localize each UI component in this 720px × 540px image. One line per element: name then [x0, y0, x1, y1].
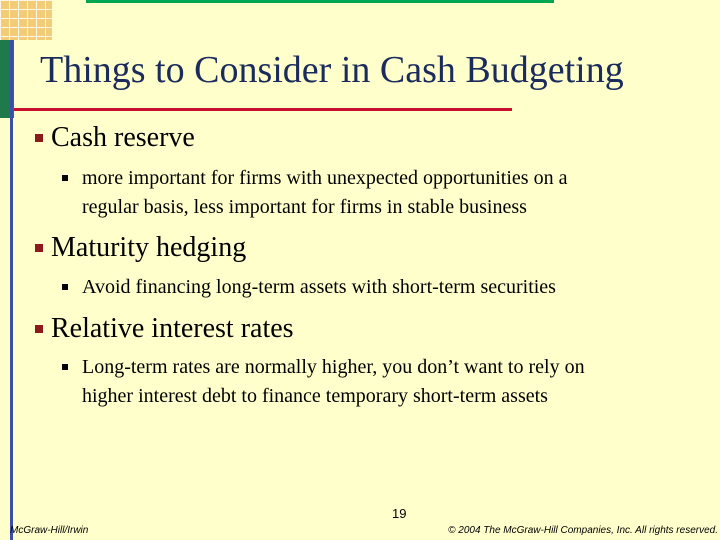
footer-publisher: McGraw-Hill/Irwin [10, 525, 89, 536]
bullet-cash-reserve [35, 122, 195, 154]
bullet-maturity-hedging [35, 232, 246, 264]
bullet-label: Cash reserve [51, 122, 195, 153]
subbullet-cash-reserve [62, 164, 702, 222]
top-accent-line [86, 0, 554, 3]
subbullet-line: more important for firms with unexpected opportunities on a [82, 167, 568, 189]
bullet-relative-interest-rates [35, 313, 294, 345]
slide-title: Things to Consider in Cash Budgeting [40, 49, 624, 91]
subbullet-line: regular basis, less important for firms in stable business [82, 196, 527, 218]
subbullet-line: higher interest debt to finance temporary short-term assets [82, 385, 548, 407]
left-accent-line [10, 40, 13, 540]
subbullet-relative-interest-rates [62, 353, 702, 411]
subbullet-line: Avoid financing long-term assets with short-term securities [82, 276, 556, 298]
bullet-square-icon [35, 134, 43, 142]
bullet-square-icon [35, 325, 43, 333]
subbullet-square-icon [62, 175, 68, 181]
bullet-label: Relative interest rates [51, 313, 294, 344]
subbullet-square-icon [62, 364, 68, 370]
bullet-label: Maturity hedging [51, 232, 247, 263]
title-underline [14, 108, 512, 111]
subbullet-square-icon [62, 284, 68, 290]
page-number: 19 [392, 506, 407, 521]
bullet-square-icon [35, 244, 43, 252]
grid-logo-decoration [0, 0, 52, 40]
footer-copyright: © 2004 The McGraw-Hill Companies, Inc. All rights reserved. [448, 525, 718, 536]
subbullet-line: Long-term rates are normally higher, you don’t want to rely on [82, 356, 585, 378]
subbullet-maturity-hedging [62, 273, 702, 302]
